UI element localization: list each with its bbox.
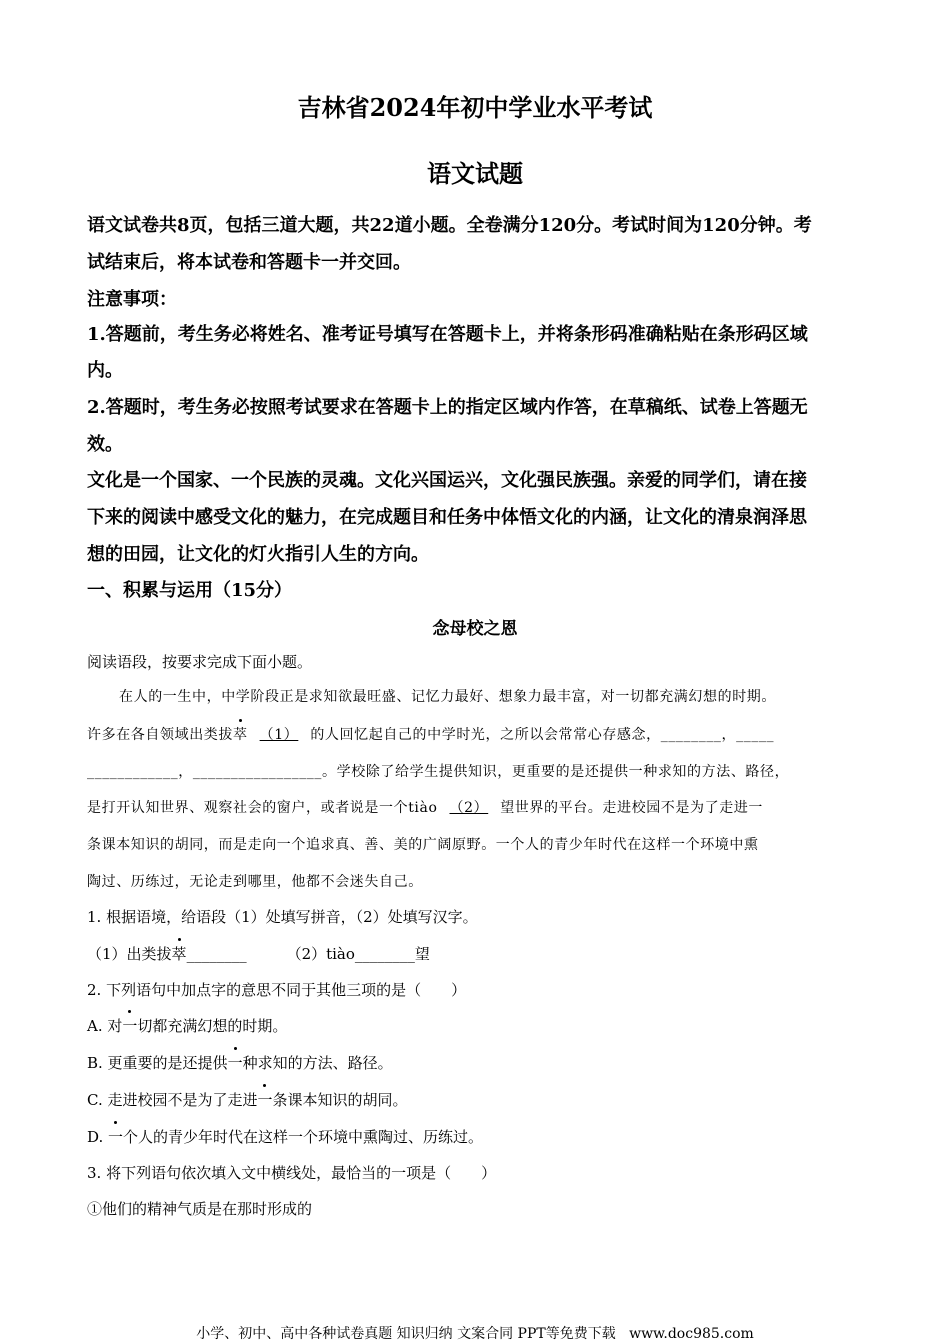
exam-title: 吉林省2024年初中学业水平考试 <box>297 93 653 122</box>
blank: ________ <box>660 727 722 743</box>
option-b: B. 更重要的是还提供一种求知的方法、路径。 <box>87 1054 393 1072</box>
question-2: 2. 下列语句中加点字的意思不同于其他三项的是（ ） <box>87 981 467 999</box>
blank: ____________ <box>87 764 179 780</box>
dotted-char: 一 <box>122 1017 138 1035</box>
exam-subtitle: 语文试题 <box>427 159 523 188</box>
passage-line: 条课本知识的胡同，而是走向一个追求真、善、美的广阔原野。一个人的青少年时代在这样一个环境中熏 <box>87 837 759 853</box>
blank: _________________ <box>192 764 323 780</box>
culture-line: 下来的阅读中感受文化的魅力，在完成题目和任务中体悟文化的内涵，让文化的清泉润泽思 <box>87 507 807 528</box>
passage-line: 是打开认知世界、观察社会的窗户，或者说是一个tiào （2） 望世界的平台。走进校园不是为了走进一 <box>87 800 764 816</box>
culture-line: 文化是一个国家、一个民族的灵魂。文化兴国运兴，文化强民族强。亲爱的同学们，请在接 <box>87 470 807 491</box>
notice-item: 效。 <box>87 434 123 455</box>
dotted-char: 一 <box>108 1128 124 1146</box>
notice-label: 注意事项： <box>87 289 177 310</box>
blank-2: （2） <box>449 800 489 816</box>
question-3-item: ①他们的精神气质是在那时形成的 <box>87 1200 313 1218</box>
blank: _____ <box>736 727 775 743</box>
notice-item: 内。 <box>87 360 123 381</box>
answer-blank: ________ <box>354 945 415 963</box>
notice-item: 2.答题时，考生务必按照考试要求在答题卡上的指定区域内作答，在草稿纸、试卷上答题无 <box>87 397 808 418</box>
footer-site-link[interactable]: www.doc985.com <box>629 1326 754 1342</box>
intro-line: 试结束后，将本试卷和答题卡一并交回。 <box>87 252 411 273</box>
option-d: D. 一个人的青少年时代在这样一个环境中熏陶过、历练过。 <box>87 1128 484 1146</box>
dotted-char: 一 <box>257 1091 273 1109</box>
question-1: 1. 根据语境，给语段（1）处填写拼音，（2）处填写汉字。 <box>87 908 478 926</box>
footer-text: 小学、初中、高中各种试卷真题 知识归纳 文案合同 PPT等免费下载 <box>196 1326 616 1342</box>
passage-line: ____________，_________________。学校除了给学生提供知识，更重要的是还提供一种求知的方法、路径， <box>87 764 790 780</box>
dotted-char: 一 <box>227 1054 243 1072</box>
answer-blank: ________ <box>186 945 247 963</box>
notice-item: 1.答题前，考生务必将姓名、准考证号填写在答题卡上，并将条形码准确粘贴在条形码区域 <box>87 324 808 345</box>
dotted-char: 萃 <box>233 724 248 744</box>
blank-1: （1） <box>259 727 299 743</box>
question-1-parts: （1）出类拔萃________ （2）tiào________望 <box>87 945 430 963</box>
passage-title: 念母校之恩 <box>432 619 518 639</box>
passage-line: 陶过、历练过，无论走到哪里，他都不会迷失自己。 <box>87 874 423 890</box>
intro-line: 语文试卷共8页，包括三道大题，共22道小题。全卷满分120分。考试时间为120分钟。考 <box>87 215 812 236</box>
question-3: 3. 将下列语句依次填入文中横线处，最恰当的一项是（ ） <box>87 1164 497 1182</box>
section-heading: 一、积累与运用（15分） <box>87 580 293 601</box>
option-c: C. 走进校园不是为了走进一条课本知识的胡同。 <box>87 1091 408 1109</box>
culture-line: 想的田园，让文化的灯火指引人生的方向。 <box>87 544 429 565</box>
dotted-char: 萃 <box>171 945 187 963</box>
instruction: 阅读语段，按要求完成下面小题。 <box>87 653 313 671</box>
passage-line: 在人的一生中，中学阶段正是求知欲最旺盛、记忆力最好、想象力最丰富，对一切都充满幻想的时期。 <box>119 689 776 705</box>
option-a: A. 对一切都充满幻想的时期。 <box>87 1017 288 1035</box>
page-footer <box>0 1323 950 1343</box>
passage-line: 许多在各自领域出类拔萃 （1） 的人回忆起自己的中学时光，之所以会常常心存感念，________，_____ <box>87 724 774 744</box>
